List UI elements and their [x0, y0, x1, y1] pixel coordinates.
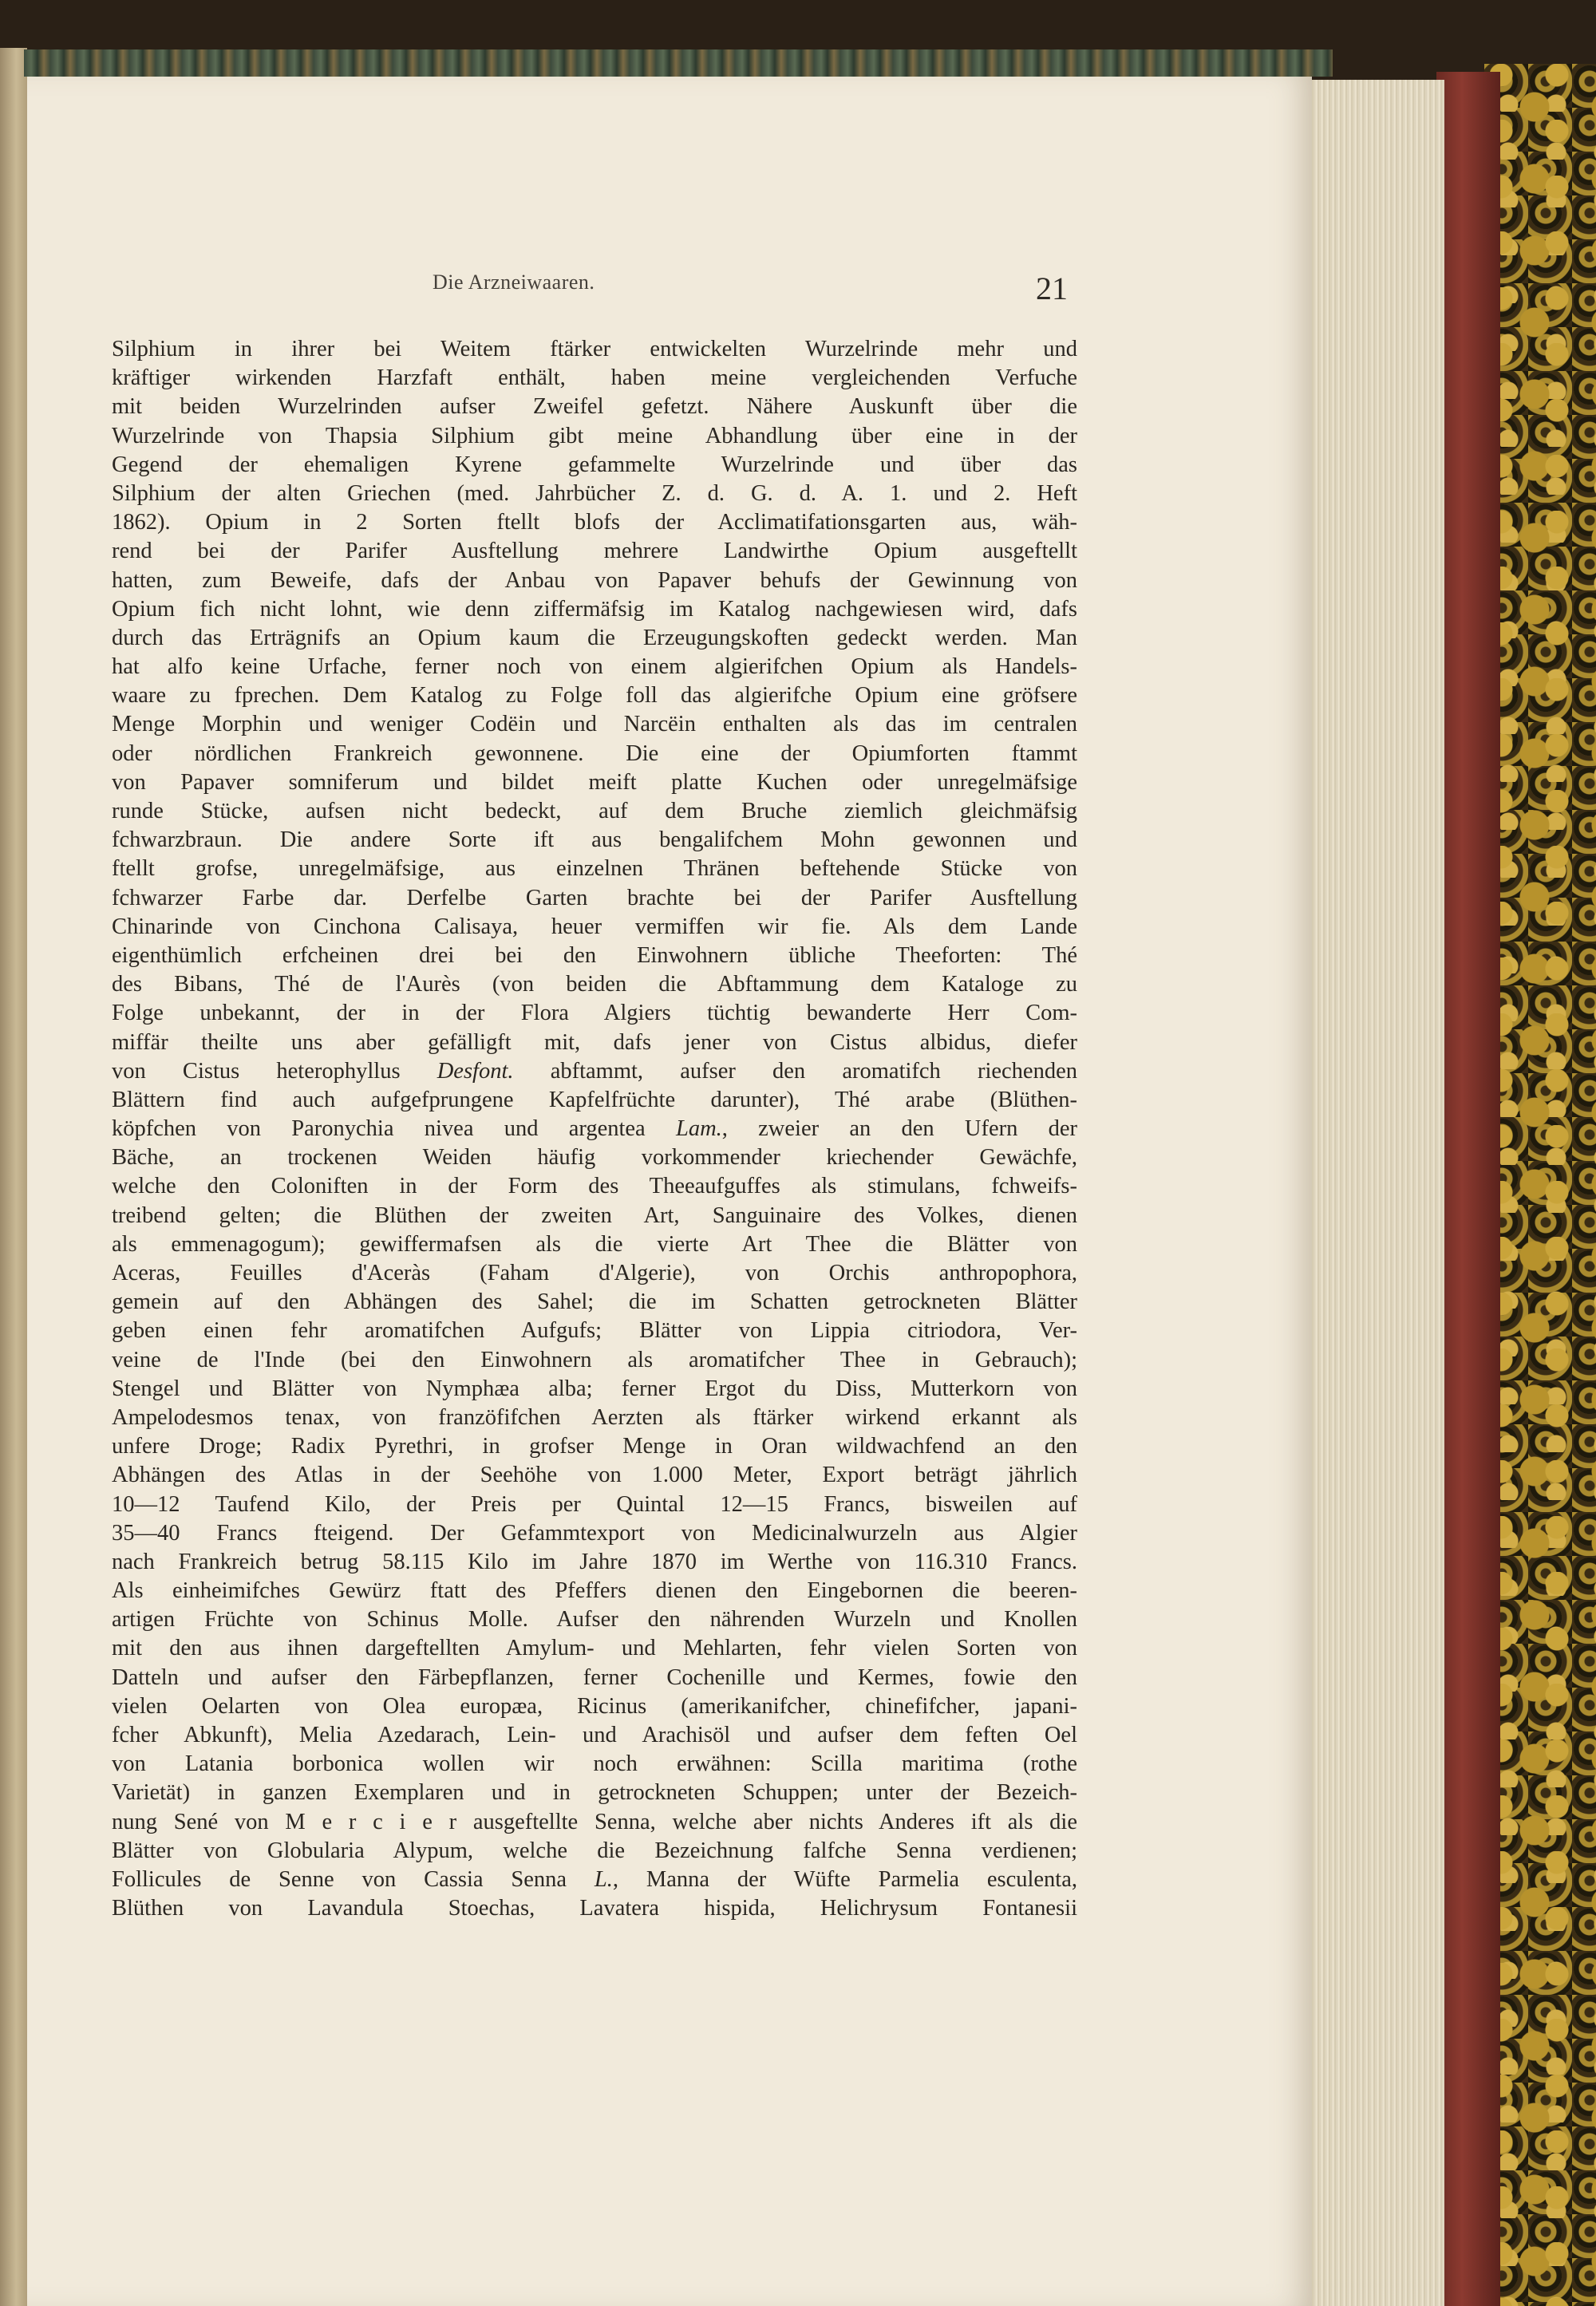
text-line: vielen Oelarten von Olea europæa, Ricinus (amerikanifcher, chinefifcher, japani- — [112, 1693, 1077, 1719]
text-line: Varietät) in ganzen Exemplaren und in getrockneten Schuppen; unter der Bezeich- — [112, 1780, 1077, 1806]
text-line: welche den Coloniften in der Form des Theeaufguffes als stimulans, fchweifs- — [112, 1174, 1077, 1199]
text-line: Bäche, an trockenen Weiden häufig vorkommender kriechender Gewächfe, — [112, 1145, 1077, 1171]
text-line: rend bei der Parifer Ausftellung mehrere Landwirthe Opium ausgeftellt — [112, 539, 1077, 564]
text-line: fcher Abkunft), Melia Azedarach, Lein- und Arachisöl und aufser dem feften Oel — [112, 1723, 1077, 1747]
text-line: Opium fich nicht lohnt, wie denn ziffermäfsig im Katalog nachgewiesen wird, dafs — [112, 596, 1077, 622]
text-line: Als einheimifches Gewürz ftatt des Pfeffers dienen den Eingebornen die beeren- — [112, 1578, 1077, 1604]
text-line: 35—40 Francs fteigend. Der Gefammtexport von Medicinalwurzeln aus Algier — [112, 1520, 1077, 1546]
text-line: Ampelodesmos tenax, von franzöfifchen Aerzten als ftärker wirkend erkannt als — [112, 1404, 1077, 1430]
text-line: hatten, zum Beweife, dafs der Anbau von Papaver behufs der Gewinnung von — [112, 567, 1077, 593]
marbled-cover-board — [1484, 64, 1596, 2306]
text-line: ftellt grofse, unregelmäfsige, aus einzelnen Thränen beftehende Stücke von — [112, 856, 1077, 882]
text-line: des Bibans, Thé de l'Aurès (von beiden die Abftammung dem Kataloge zu — [112, 972, 1077, 997]
text-line: unfere Droge; Radix Pyrethri, in grofser Menge in Oran wildwachfend an den — [112, 1434, 1077, 1459]
text-line: mit beiden Wurzelrinden aufser Zweifel gefetzt. Nähere Auskunft über die — [112, 394, 1077, 420]
text-line: waare zu fprechen. Dem Katalog zu Folge foll das algierifche Opium eine gröfsere — [112, 683, 1077, 709]
text-line: Blätter von Globularia Alypum, welche die Bezeichnung falfche Senna verdienen; — [112, 1838, 1077, 1863]
text-line: Menge Morphin und weniger Codëin und Narcëin enthalten als das im centralen — [112, 712, 1077, 737]
text-line: Blättern find auch aufgefprungene Kapfelfrüchte darunter), Thé arabe (Blüthen- — [112, 1087, 1077, 1112]
text-line: von Latania borbonica wollen wir noch erwähnen: Scilla maritima (rothe — [112, 1751, 1077, 1777]
text-line: treibend gelten; die Blüthen der zweiten Art, Sanguinaire des Volkes, dienen — [112, 1202, 1077, 1228]
text-line: Silphium in ihrer bei Weitem ftärker entwickelten Wurzelrinde mehr und — [112, 337, 1077, 361]
text-line: Stengel und Blätter von Nymphæa alba; ferner Ergot du Diss, Mutterkorn von — [112, 1376, 1077, 1401]
text-line: nung Sené von M e r c i e r ausgeftellte Senna, welche aber nichts Anderes ift als die — [112, 1809, 1077, 1834]
text-line: fchwarzer Farbe dar. Derfelbe Garten brachte bei der Parifer Ausftellung — [112, 885, 1077, 910]
text-line: Silphium der alten Griechen (med. Jahrbücher Z. d. G. d. A. 1. und 2. Heft — [112, 480, 1077, 506]
text-line: eigenthümlich erfcheinen drei bei den Einwohnern übliche Theeforten: Thé — [112, 942, 1077, 968]
body-text — [112, 335, 1077, 1923]
text-line: kräftiger wirkenden Harzfaft enthält, haben meine vergleichenden Verfuche — [112, 365, 1077, 391]
text-line: geben einen fehr aromatifchen Aufgufs; Blätter von Lippia citriodora, Ver- — [112, 1318, 1077, 1344]
text-line: 10—12 Taufend Kilo, der Preis per Quintal 12—15 Francs, bisweilen auf — [112, 1491, 1077, 1517]
text-line: Datteln und aufser den Färbepflanzen, ferner Cochenille und Kermes, fowie den — [112, 1664, 1077, 1690]
text-line: Folge unbekannt, der in der Flora Algiers tüchtig bewanderte Herr Com- — [112, 1001, 1077, 1026]
text-line: 1862). Opium in 2 Sorten ftellt blofs der Acclimatifationsgarten aus, wäh- — [112, 510, 1077, 535]
book-headband — [24, 49, 1333, 77]
text-line: durch das Erträgnifs an Opium kaum die Erzeugungskoften gedeckt werden. Man — [112, 625, 1077, 650]
text-line: gemein auf den Abhängen des Sahel; die im Schatten getrockneten Blätter — [112, 1289, 1077, 1315]
text-line: artigen Früchte von Schinus Molle. Aufser den nährenden Wurzeln und Knollen — [112, 1607, 1077, 1633]
text-line: Blüthen von Lavandula Stoechas, Lavatera hispida, Helichrysum Fontanesii — [112, 1896, 1077, 1921]
page-edges-stack — [1309, 80, 1444, 2306]
text-line: als emmenagogum); gewiffermafsen als die vierte Art Thee die Blätter von — [112, 1231, 1077, 1257]
running-title: Die Arzneiwaaren. — [433, 270, 595, 294]
text-line: Follicules de Senne von Cassia Senna L., Manna der Wüfte Parmelia esculenta, — [112, 1866, 1077, 1892]
text-line: Chinarinde von Cinchona Calisaya, heuer vermiffen wir fie. Als dem Lande — [112, 914, 1077, 939]
book-cover-edge — [1436, 72, 1500, 2306]
page-number: 21 — [1036, 270, 1068, 306]
text-line: Aceras, Feuilles d'Aceràs (Faham d'Algerie), von Orchis anthropophora, — [112, 1261, 1077, 1285]
text-line: oder nördlichen Frankreich gewonnene. Die eine der Opiumforten ftammt — [112, 740, 1077, 766]
text-line: miffär theilte uns aber gefälligft mit, dafs jener von Cistus albidus, diefer — [112, 1029, 1077, 1055]
text-line: Abhängen des Atlas in der Seehöhe von 1.000 Meter, Export beträgt jährlich — [112, 1463, 1077, 1488]
text-line: von Cistus heterophyllus Desfont. abftammt, aufser den aromatifch riechenden — [112, 1058, 1077, 1084]
text-line: mit den aus ihnen dargeftellten Amylum- und Mehlarten, fehr vielen Sorten von — [112, 1636, 1077, 1661]
text-line: runde Stücke, aufsen nicht bedeckt, auf dem Bruche ziemlich gleichmäfsig — [112, 799, 1077, 823]
text-line: fchwarzbraun. Die andere Sorte ift aus bengalifchem Mohn gewonnen und — [112, 827, 1077, 853]
text-line: Gegend der ehemaligen Kyrene gefammelte Wurzelrinde und über das — [112, 452, 1077, 477]
text-line: nach Frankreich betrug 58.115 Kilo im Jahre 1870 im Werthe von 116.310 Francs. — [112, 1549, 1077, 1574]
text-line: Wurzelrinde von Thapsia Silphium gibt meine Abhandlung über eine in der — [112, 423, 1077, 448]
text-line: von Papaver somniferum und bildet meift platte Kuchen oder unregelmäfsige — [112, 769, 1077, 795]
text-line: köpfchen von Paronychia nivea und argentea Lam., zweier an den Ufern der — [112, 1116, 1077, 1142]
text-line: veine de l'Inde (bei den Einwohnern als aromatifcher Thee in Gebrauch); — [112, 1347, 1077, 1372]
left-facing-page-edge — [0, 48, 27, 2306]
text-line: hat alfo keine Urfache, ferner noch von einem algierifchen Opium als Handels- — [112, 654, 1077, 680]
